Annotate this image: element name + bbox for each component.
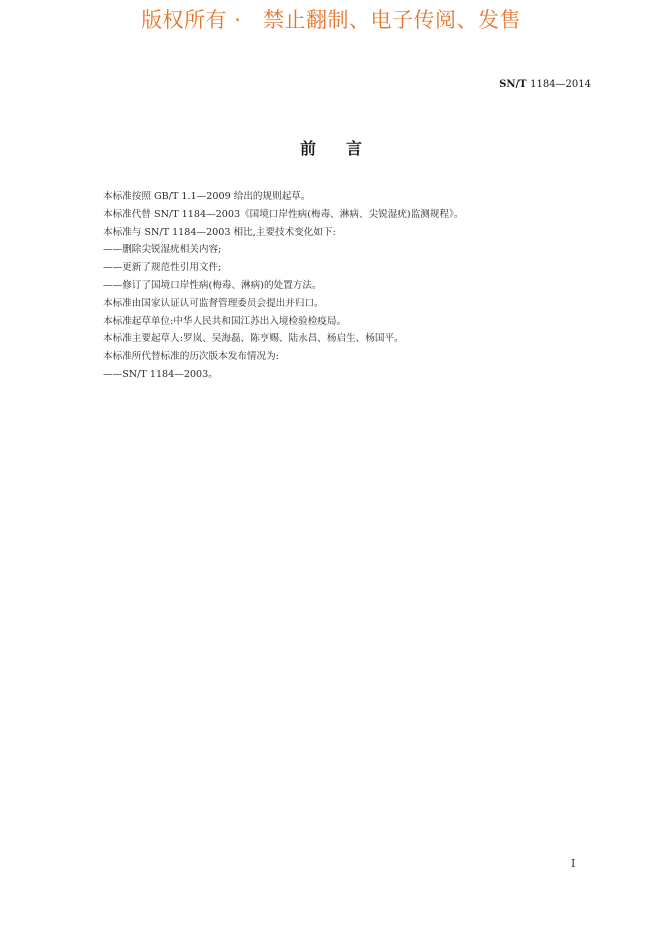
change-item: ——删除尖锐湿疣相关内容; (103, 244, 222, 256)
paragraph-drafting-unit: 本标准起草单位:中华人民共和国江苏出入境检验检疫局。 (103, 315, 347, 327)
paragraph-changes-intro: 本标准与 SN/T 1184—2003 相比,主要技术变化如下: (103, 226, 336, 238)
paragraph-replaces: 本标准代替 SN/T 1184—2003《国境口岸性病(梅毒、淋病、尖锐湿疣)监测规程》。 (103, 208, 464, 220)
standard-code-number: 1184—2014 (530, 79, 591, 90)
change-item: ——修订了国境口岸性病(梅毒、淋病)的处置方法。 (103, 279, 322, 291)
page-number: I (571, 857, 576, 870)
paragraph-proposed-by: 本标准由国家认证认可监督管理委员会提出并归口。 (103, 297, 324, 309)
standard-code-prefix: SN/T (499, 79, 527, 90)
copyright-watermark: 版权所有 · 禁止翻制、电子传阅、发售 (141, 8, 521, 32)
foreword-body (103, 188, 603, 384)
page-title: 前言 (299, 139, 392, 158)
paragraph-drafting-rules: 本标准按照 GB/T 1.1—2009 给出的规则起草。 (103, 191, 311, 202)
standard-code (499, 79, 591, 90)
paragraph-drafters: 本标准主要起草人:罗岚、吴海磊、陈亨赐、陆永昌、杨启生、杨国平。 (103, 333, 404, 345)
paragraph-history-intro: 本标准所代替标准的历次版本发布情况为: (103, 351, 279, 363)
change-item: ——更新了规范性引用文件; (103, 262, 222, 274)
history-item: ——SN/T 1184—2003。 (103, 368, 218, 380)
